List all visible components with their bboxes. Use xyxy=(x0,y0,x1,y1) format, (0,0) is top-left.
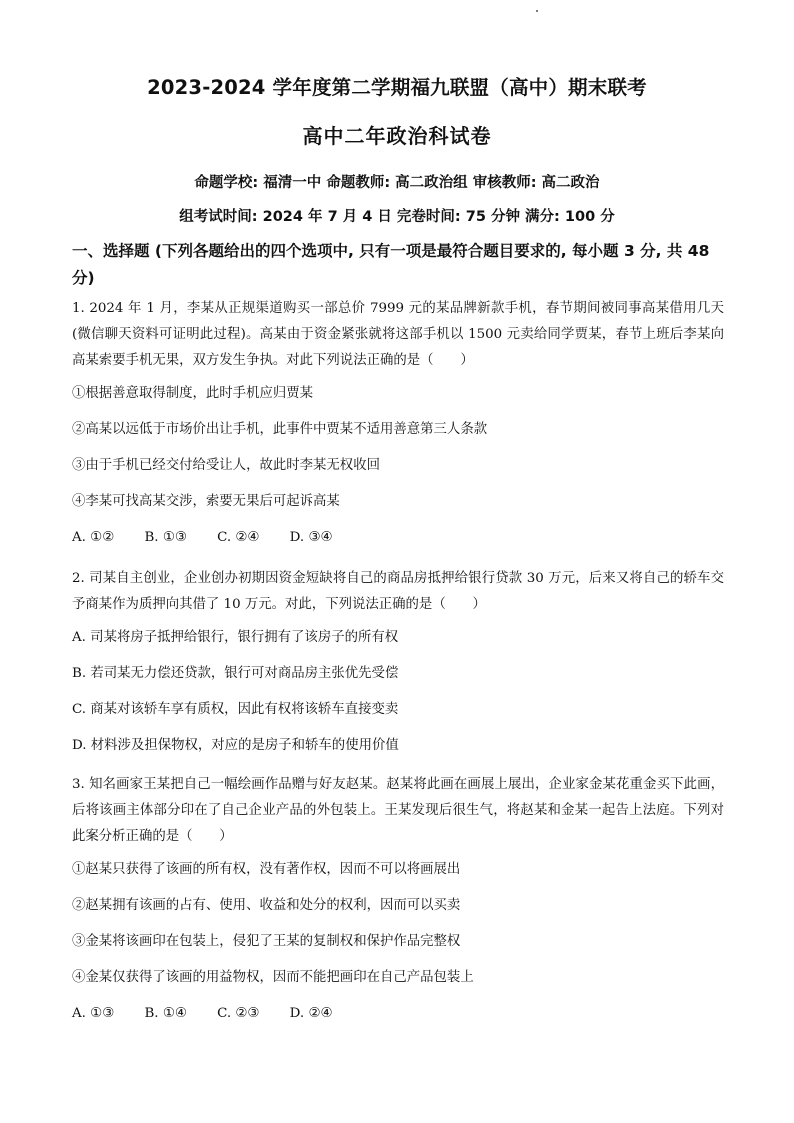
choice-a: A. ①② xyxy=(72,530,115,545)
choice-d: D. ②④ xyxy=(289,1006,333,1021)
statement-item: ③金某将该画印在包装上，侵犯了王某的复制权和保护作品完整权 xyxy=(72,934,461,949)
answer-choices xyxy=(72,1004,724,1024)
statement-item: ④李某可找高某交涉，索要无果后可起诉高某 xyxy=(72,494,340,509)
choice-c: C. ②③ xyxy=(217,1006,260,1021)
exam-time-line: 组考试时间: 2024 年 7 月 4 日 完卷时间: 75 分钟 满分: 100 分 xyxy=(179,209,615,225)
scan-dot xyxy=(536,10,538,12)
option-b: B. 若司某无力偿还贷款，银行可对商品房主张优先受偿 xyxy=(72,666,399,681)
option-a: A. 司某将房子抵押给银行，银行拥有了该房子的所有权 xyxy=(72,630,399,645)
choice-d: D. ③④ xyxy=(289,530,333,545)
statement-item: ④金某仅获得了该画的用益物权，因而不能把画印在自己产品包装上 xyxy=(72,970,474,985)
question-stem: 3. 知名画家王某把自己一幅绘画作品赠与好友赵某。赵某将此画在画展上展出，企业家金某花重金买下此画，后将该画主体部分印在了自己企业产品的外包装上。王某发现后很生气，将赵某和金某一起告上法庭。下列对此案分析正确的是（ ） xyxy=(72,777,724,844)
choice-c: C. ②④ xyxy=(217,530,260,545)
option-c: C. 商某对该轿车享有质权，因此有权将该轿车直接变卖 xyxy=(72,702,399,717)
question-stem: 2. 司某自主创业，企业创办初期因资金短缺将自己的商品房抵押给银行贷款 30 万元，后来又将自己的轿车交予商某作为质押向其借了 10 万元。对此，下列说法正确的是（ ） xyxy=(72,571,724,612)
question-3 xyxy=(72,772,724,1024)
choice-b: B. ①④ xyxy=(144,1006,187,1021)
exam-title: 2023-2024 学年度第二学期福九联盟（高中）期末联考 xyxy=(147,76,647,99)
choice-a: A. ①③ xyxy=(72,1006,115,1021)
statement-item: ①根据善意取得制度，此时手机应归贾某 xyxy=(72,386,314,401)
statement-item: ②高某以远低于市场价出让手机，此事件中贾某不适用善意第三人条款 xyxy=(72,422,488,437)
exam-subtitle: 高中二年政治科试卷 xyxy=(302,124,492,148)
statement-item: ①赵某只获得了该画的所有权，没有著作权，因而不可以将画展出 xyxy=(72,862,461,877)
question-list xyxy=(72,296,724,1042)
question-2 xyxy=(72,566,724,756)
statement-item: ②赵某拥有该画的占有、使用、收益和处分的权利，因而可以买卖 xyxy=(72,898,461,913)
choice-b: B. ①③ xyxy=(144,530,187,545)
option-d: D. 材料涉及担保物权，对应的是房子和轿车的使用价值 xyxy=(72,738,399,753)
question-1 xyxy=(72,296,724,548)
exam-authors-line: 命题学校: 福清一中 命题教师: 高二政治组 审核教师: 高二政治 xyxy=(194,175,600,191)
statement-item: ③由于手机已经交付给受让人，故此时李某无权收回 xyxy=(72,458,380,473)
question-stem: 1. 2024 年 1 月，李某从正规渠道购买一部总价 7999 元的某品牌新款手机，春节期间被同事高某借用几天(微信聊天资料可证明此过程)。高某由于资金紧张就将这部手机以 1500 元卖给同学贾某，春节上班后李某向高某索要手机无果，双方发生争执。对此下列说法正确的是（ ） xyxy=(72,301,724,368)
section-heading: 一、选择题 (下列各题给出的四个选项中, 只有一项是最符合题目要求的, 每小题 3 分, 共 48 分) xyxy=(72,242,710,287)
answer-choices xyxy=(72,528,724,548)
